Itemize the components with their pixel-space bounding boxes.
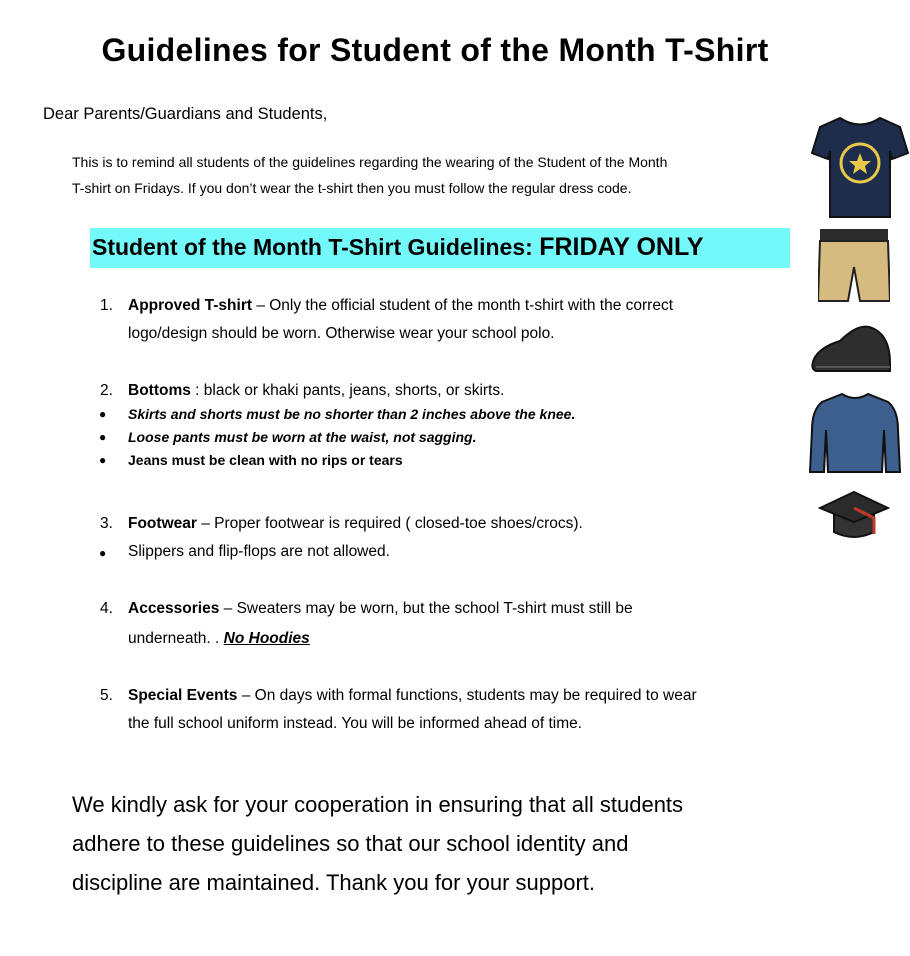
- item-continuation: [128, 630, 310, 648]
- item-text: underneath. .: [128, 630, 224, 647]
- item-text: – Sweaters may be worn, but the school T-shirt must still be: [219, 600, 633, 617]
- item-text: – On days with formal functions, students may be required to wear: [237, 687, 697, 704]
- item-number: 5.: [100, 687, 113, 704]
- shoe-icon: [810, 325, 892, 377]
- item-label: Approved T-shirt: [128, 297, 253, 314]
- intro-line-2: T-shirt on Fridays. If you don’t wear the t-shirt then you must follow the regular dress code.: [72, 180, 632, 196]
- banner-emphasis: FRIDAY ONLY: [539, 233, 704, 261]
- banner-text: Student of the Month T-Shirt Guidelines:: [92, 234, 540, 260]
- closing-line-3: discipline are maintained. Thank you for your support.: [72, 870, 595, 895]
- intro-line-1: This is to remind all students of the guidelines regarding the wearing of the Student of the Month: [72, 154, 668, 170]
- item-number: 4.: [100, 600, 113, 617]
- item-text: – Proper footwear is required ( closed-toe shoes/crocs).: [196, 515, 583, 532]
- bullet-icon: ●: [99, 546, 107, 560]
- no-hoodies: No Hoodies: [223, 630, 310, 647]
- bullet-icon: ●: [99, 430, 107, 444]
- page-title: Guidelines for Student of the Month T-Shirt: [101, 32, 769, 68]
- list-item-accessories: [128, 600, 633, 618]
- item-label: Special Events: [128, 687, 238, 704]
- item-label: Accessories: [128, 600, 220, 617]
- item-number: 1.: [100, 297, 113, 314]
- list-item-bottoms: [128, 382, 504, 400]
- item-label: Footwear: [128, 515, 197, 532]
- sweater-icon: [808, 390, 902, 480]
- shorts-icon: [818, 227, 890, 305]
- greeting: Dear Parents/Guardians and Students,: [43, 105, 328, 123]
- list-item-special-events: [128, 687, 697, 705]
- item-number: 2.: [100, 382, 113, 399]
- bullet-item: Slippers and flip-flops are not allowed.: [128, 543, 390, 560]
- bullet-item: Jeans must be clean with no rips or tears: [128, 452, 403, 468]
- bullet-item: Skirts and shorts must be no shorter than 2 inches above the knee.: [128, 406, 576, 422]
- bullet-item: Loose pants must be worn at the waist, not sagging.: [128, 429, 477, 445]
- item-continuation: the full school uniform instead. You will be informed ahead of time.: [128, 715, 583, 732]
- tshirt-icon: [810, 113, 910, 221]
- item-continuation: logo/design should be worn. Otherwise wear your school polo.: [128, 325, 555, 342]
- guidelines-banner: [90, 228, 790, 268]
- item-text: : black or khaki pants, jeans, shorts, or skirts.: [190, 382, 505, 399]
- list-item-footwear: [128, 515, 583, 533]
- list-item-approved-tshirt: [128, 297, 673, 315]
- graduation-cap-icon: [818, 490, 890, 542]
- closing-line-1: We kindly ask for your cooperation in ensuring that all students: [72, 792, 684, 817]
- item-label: Bottoms: [128, 382, 191, 399]
- item-text: – Only the official student of the month t-shirt with the correct: [252, 297, 674, 314]
- bullet-icon: ●: [99, 453, 107, 467]
- bullet-icon: ●: [99, 407, 107, 421]
- item-number: 3.: [100, 515, 113, 532]
- closing-line-2: adhere to these guidelines so that our school identity and: [72, 831, 629, 856]
